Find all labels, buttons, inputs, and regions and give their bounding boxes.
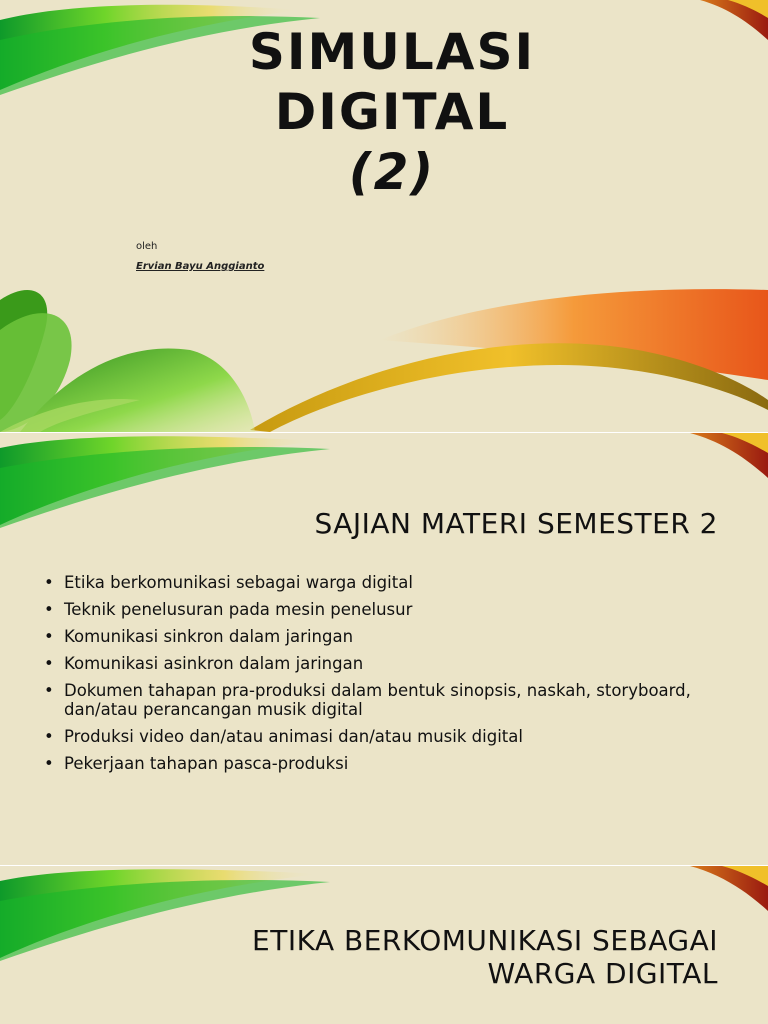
title-line-2: DIGITAL bbox=[274, 83, 510, 141]
title-slide bbox=[0, 0, 768, 432]
title-line-1: SIMULASI bbox=[248, 23, 536, 81]
bullet-icon: • bbox=[44, 681, 54, 700]
bullet-icon: • bbox=[44, 627, 54, 646]
bullet-icon: • bbox=[44, 573, 54, 592]
list-item bbox=[44, 681, 704, 719]
list-item bbox=[44, 727, 704, 746]
list-item bbox=[44, 627, 704, 646]
bullet-icon: • bbox=[44, 600, 54, 619]
list-item bbox=[44, 573, 704, 592]
title-line-2: WARGA DIGITAL bbox=[487, 957, 718, 990]
title-line-1: ETIKA BERKOMUNIKASI SEBAGAI bbox=[252, 924, 718, 957]
bullet-icon: • bbox=[44, 727, 54, 746]
list-item bbox=[44, 654, 704, 673]
bullet-icon: • bbox=[44, 754, 54, 773]
list-item bbox=[44, 600, 704, 619]
slide-title bbox=[252, 924, 718, 990]
list-item-text: Pekerjaan tahapan pasca-produksi bbox=[64, 754, 349, 773]
section-slide bbox=[0, 866, 768, 1024]
byline bbox=[136, 241, 264, 272]
list-item bbox=[44, 754, 704, 773]
list-item-text: Etika berkomunikasi sebagai warga digital bbox=[64, 573, 413, 592]
list-item-text: Teknik penelusuran pada mesin penelusur bbox=[64, 600, 413, 619]
bullet-icon: • bbox=[44, 654, 54, 673]
topic-list bbox=[44, 573, 704, 781]
agenda-slide bbox=[0, 433, 768, 865]
title-line-3: (2) bbox=[348, 143, 436, 201]
author-link[interactable]: Ervian Bayu Anggianto bbox=[136, 261, 265, 272]
list-item-text: Dokumen tahapan pra-produksi dalam bentuk sinopsis, naskah, storyboard, dan/atau perancangan musik digital bbox=[64, 681, 691, 719]
slide-title: SAJIAN MATERI SEMESTER 2 bbox=[314, 507, 718, 540]
byline-label: oleh bbox=[136, 241, 158, 252]
list-item-text: Komunikasi sinkron dalam jaringan bbox=[64, 627, 354, 646]
list-item-text: Produksi video dan/atau animasi dan/atau musik digital bbox=[64, 727, 523, 746]
presentation-title bbox=[192, 22, 592, 202]
list-item-text: Komunikasi asinkron dalam jaringan bbox=[64, 654, 364, 673]
